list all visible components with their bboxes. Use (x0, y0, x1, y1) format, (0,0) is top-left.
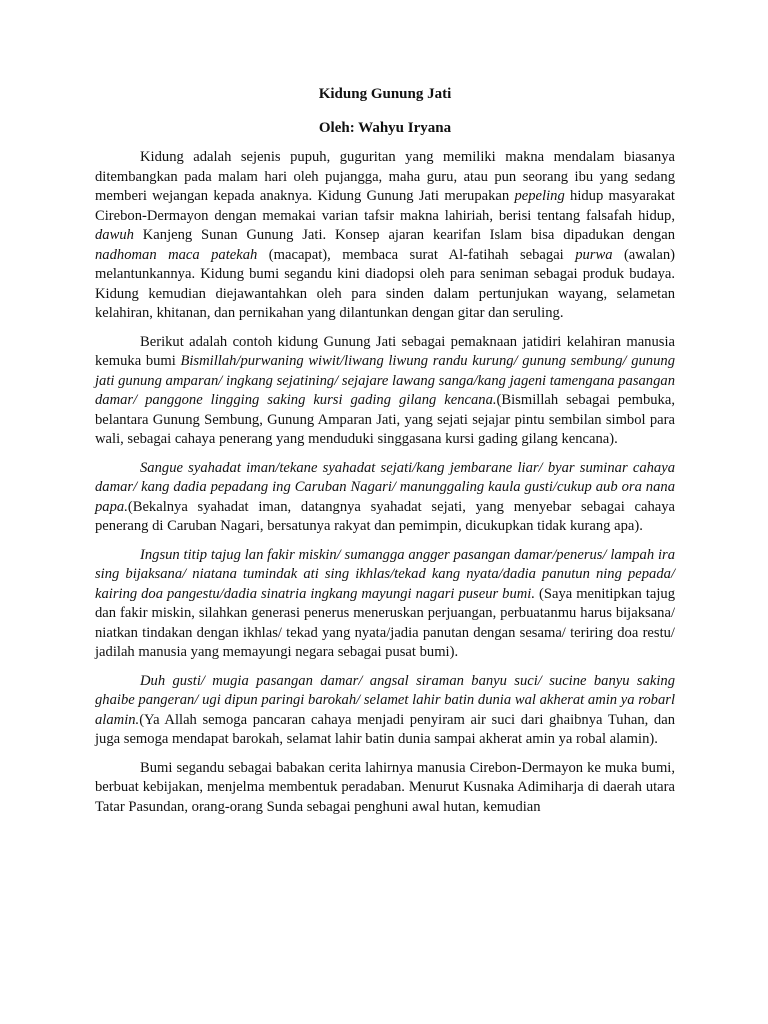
text-run: (Saya menitipkan tajug dan fakir miskin, silahkan generasi penerus meneruskan perjuangan, perbuatanmu harus bijaksana/ niatkan tindakan dengan ikhlas/ tekad yang nyata/jadia panutan dengan sesama/ teriring doa restu/ jadilah manusia yang memayungi negara sebagai pusat bumi). (95, 585, 676, 660)
text-run: (macapat), membaca surat Al-fatihah sebagai (257, 246, 576, 263)
document-page (95, 84, 675, 817)
paragraph (95, 333, 675, 450)
italic-text: Ingsun titip tajug lan fakir miskin/ sumangga angger pasangan damar/penerus/ lampah ira sing bijaksana/ niatana tumindak ati sing ikhlas/tekad kang nyata/dadia panutun ning pepada/ kairing doa pangestu/dadia sinatria ingkang mayungi nagari puseur bumi. (95, 546, 675, 602)
text-run: (Bismillah sebagai pembuka, belantara Gunung Sembung, Gunung Amparan Jati, yang sejati sejajar pintu sembilan simbol para wali, sebagai cahaya penerang yang menduduki singgasana kursi gading gilang kencana). (95, 392, 675, 447)
document-body (95, 148, 675, 817)
italic-text: dawuh (95, 227, 134, 243)
document-author: Oleh: Wahyu Iryana (318, 120, 452, 136)
text-run: Kidung adalah sejenis pupuh, guguritan yang memiliki makna mendalam biasanya ditembangkan pada malam hari oleh pujangga, maha guru, atau pun seorang ibu yang sedang memberi wejangan kepada anaknya. Kidung Gunung Jati merupakan (95, 149, 675, 204)
text-run: Bumi segandu sebagai babakan cerita lahirnya manusia Cirebon-Dermayon ke muka bumi, berbuat kebijakan, menjelma membentuk peradaban. Menurut Kusnaka Adimiharja di daerah utara Tatar Pasundan, orang-orang Sunda sebagai penghuni awal hutan, kemudian (95, 759, 675, 815)
text-run: (awalan) melantunkannya. Kidung bumi segandu kini diadopsi oleh para seniman sebagai produk budaya. Kidung kemudian diejawantahkan oleh para sinden dalam pertunjukan wayang, selametan kelahiran, khitanan, dan pernikahan yang dilantunkan dengan gitar dan seruling. (95, 246, 675, 321)
italic-text: Sangue syahadat iman/tekane syahadat sejati/kang jembarane liar/ byar suminar cahaya damar/ kang dadia pepadang ing Caruban Nagari/ manunggaling kaula gusti/cukup aub ora nana papa. (95, 459, 675, 515)
italic-text: Duh gusti/ mugia pasangan damar/ angsal siraman banyu suci/ sucine banyu saking ghaibe pangeran/ ugi dipun paringi barokah/ selamet lahir batin dunia wal akherat amin ya robarl alamin. (95, 672, 675, 728)
text-run: Kanjeng Sunan Gunung Jati. Konsep ajaran kearifan Islam bisa dipadukan dengan (133, 227, 675, 243)
paragraph (95, 672, 675, 750)
italic-text: nadhoman maca patekah (95, 246, 258, 263)
text-run: (Bekalnya syahadat iman, datangnya syahadat sejati, yang menyebar sebagai cahaya penerang di Caruban Nagari, bersatunya rakyat dan pemimpin, dicukupkan tidak kurang apa). (95, 498, 675, 534)
paragraph (95, 148, 675, 324)
italic-text: Bismillah/purwaning wiwit/liwang liwung randu kurung/ gunung sembung/ gunung jati gunung amparan/ ingkang sejatining/ sejajare lawang sanga/kang jageni tamengana pasangan damar/ panggone lingging saking kursi gading gilang kencana. (95, 353, 675, 408)
italic-text: purwa (575, 246, 613, 263)
paragraph (95, 459, 675, 537)
paragraph (95, 546, 675, 663)
text-run: (Ya Allah semoga pancaran cahaya menjadi penyiram air suci dari ghaibnya Tuhan, dan juga semoga mendapat barokah, selamat lahir batin dunia sampai akherat amin ya robal alamin). (95, 711, 675, 747)
text-run: hidup masyarakat Cirebon-Dermayon dengan memakai varian tafsir makna lahiriah, berisi tentang falsafah hidup, (95, 188, 675, 224)
italic-text: pepeling (514, 188, 565, 204)
text-run: Berikut adalah contoh kidung Gunung Jati sebagai pemaknaan jatidiri kelahiran manusia kemuka bumi (95, 333, 675, 369)
paragraph (95, 759, 675, 817)
document-title: Kidung Gunung Jati (318, 86, 452, 102)
